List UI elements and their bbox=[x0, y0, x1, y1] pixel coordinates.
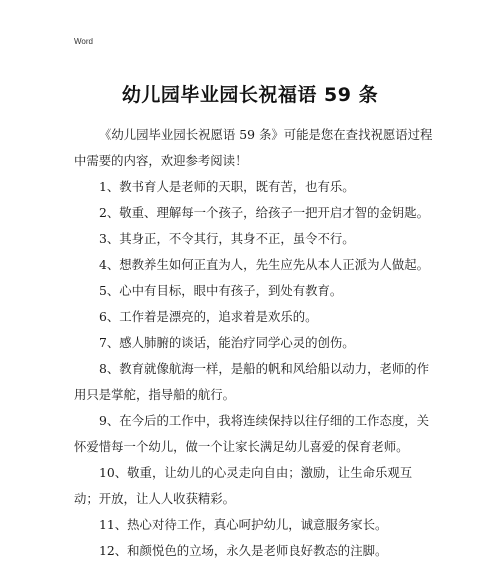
header-label: Word bbox=[74, 37, 93, 46]
list-item: 10、敬重，让幼儿的心灵走向自由；激励，让生命乐观互动；开放，让人人收获精彩。 bbox=[74, 465, 413, 506]
list-item: 12、和颜悦色的立场，永久是老师良好教态的注脚。 bbox=[99, 543, 388, 558]
intro-paragraph: 《幼儿园毕业园长祝愿语 59 条》可能是您在查找祝愿语过程中需要的内容，欢迎参考阅读！ bbox=[74, 127, 433, 168]
list-item: 9、在今后的工作中，我将连续保持以往仔细的工作态度，关怀爱惜每一个幼儿，做一个让家长满足幼儿喜爱的保育老师。 bbox=[74, 413, 430, 454]
document-title: 幼儿园毕业园长祝福语 59 条 bbox=[121, 84, 379, 106]
list-item: 1、教书育人是老师的天职，既有苦，也有乐。 bbox=[99, 179, 355, 194]
list-item: 4、想教养生如何正直为人，先生应先从本人正派为人做起。 bbox=[99, 257, 430, 272]
list-item: 11、热心对待工作，真心呵护幼儿，诚意服务家长。 bbox=[99, 517, 388, 532]
list-item: 8、教育就像航海一样，是船的帆和风给船以动力，老师的作用只是掌舵，指导船的航行。 bbox=[74, 361, 430, 402]
list-item: 2、敬重、理解每一个孩子，给孩子一把开启才智的金钥匙。 bbox=[99, 205, 430, 220]
list-item: 6、工作着是漂亮的，追求着是欢乐的。 bbox=[99, 309, 318, 324]
list-item: 3、其身正，不令其行，其身不正，虽令不行。 bbox=[99, 231, 355, 246]
list-item: 5、心中有目标，眼中有孩子，到处有教育。 bbox=[99, 283, 343, 298]
list-item: 7、感人肺腑的谈话，能治疗同学心灵的创伤。 bbox=[99, 335, 355, 350]
